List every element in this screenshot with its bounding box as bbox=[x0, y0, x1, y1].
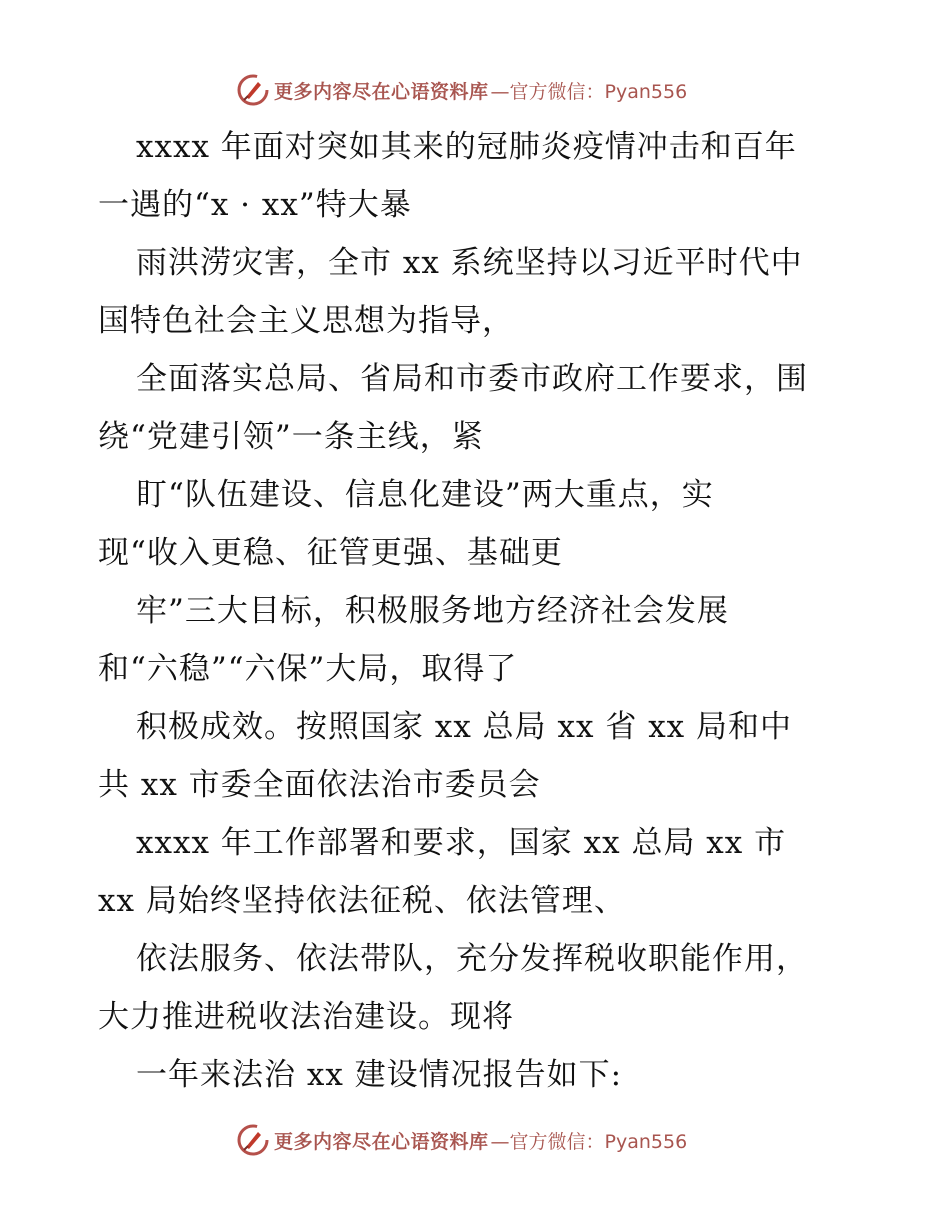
paragraph-line: xxxx 年面对突如其来的冠肺炎疫情冲击和百年 bbox=[136, 129, 797, 165]
paragraph-line: 现“收入更稳、征管更强、基础更 bbox=[98, 535, 563, 571]
paragraph-line: 一遇的“x · xx”特大暴 bbox=[98, 187, 412, 223]
paragraph-line: 大力推进税收法治建设。现将 bbox=[98, 999, 514, 1035]
paragraph-line: xx 局始终坚持依法征税、依法管理、 bbox=[98, 883, 626, 919]
paragraph-line: 雨洪涝灾害，全市 xx 系统坚持以习近平时代中 bbox=[136, 245, 803, 281]
paragraph-line: 盯“队伍建设、信息化建设”两大重点，实 bbox=[136, 477, 714, 513]
paragraph-line: 国特色社会主义思想为指导， bbox=[98, 303, 514, 339]
paragraph-line: 牢”三大目标，积极服务地方经济社会发展 bbox=[136, 593, 729, 629]
watermark-text: 更多内容尽在心语资料库 bbox=[274, 80, 489, 103]
paragraph-line: 共 xx 市委全面依法治市委员会 bbox=[98, 767, 541, 803]
paragraph-line: 积极成效。按照国家 xx 总局 xx 省 xx 局和中 bbox=[136, 709, 793, 745]
paragraph-line: xxxx 年工作部署和要求，国家 xx 总局 xx 市 bbox=[136, 825, 787, 861]
footer-watermark bbox=[236, 1122, 756, 1158]
watermark-contact: —官方微信：Pyan556 bbox=[490, 1130, 688, 1153]
paragraph-line: 和“六稳”“六保”大局，取得了 bbox=[98, 651, 518, 687]
quill-logo-icon bbox=[236, 1123, 270, 1157]
paragraph-line: 绕“党建引领”一条主线，紧 bbox=[98, 419, 484, 455]
paragraph-line: 一年来法治 xx 建设情况报告如下: bbox=[136, 1057, 623, 1093]
paragraph-line: 全面落实总局、省局和市委市政府工作要求，围 bbox=[136, 361, 808, 397]
watermark-contact: —官方微信：Pyan556 bbox=[490, 80, 688, 103]
paragraph-line: 依法服务、依法带队，充分发挥税收职能作用， bbox=[136, 941, 808, 977]
watermark-text: 更多内容尽在心语资料库 bbox=[274, 1130, 489, 1153]
